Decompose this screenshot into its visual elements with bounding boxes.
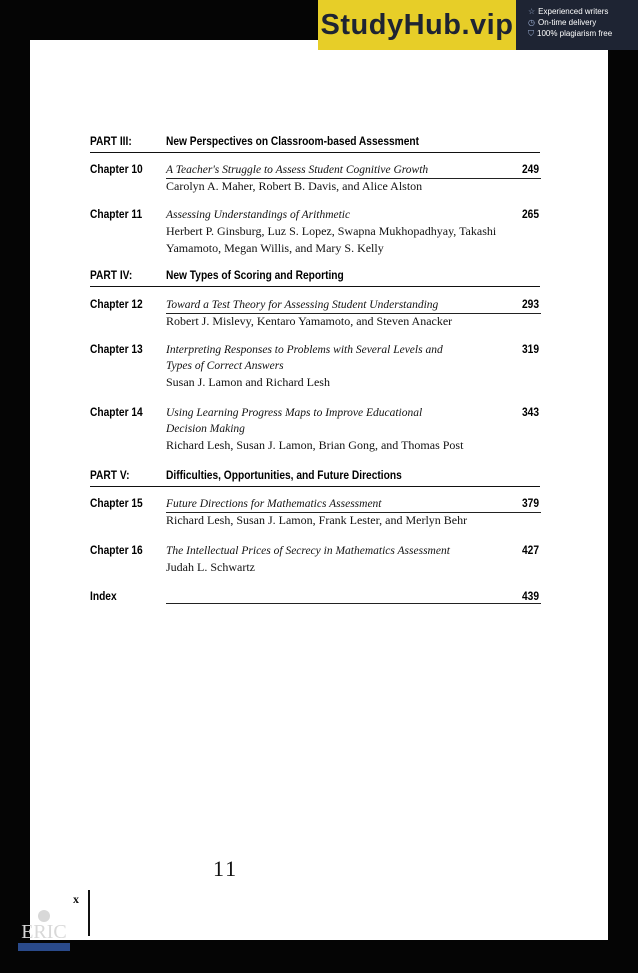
page-number: 427 — [521, 543, 539, 557]
page-number-footer: 11 — [213, 856, 239, 881]
title-rule — [166, 178, 541, 179]
part-title: New Types of Scoring and Reporting — [166, 268, 344, 282]
part-heading — [90, 268, 540, 287]
chapter-title: Assessing Understandings of Arithmetic — [166, 209, 351, 221]
star-icon: ☆ — [528, 7, 536, 16]
title-rule — [166, 313, 541, 314]
eric-logo — [18, 910, 70, 954]
page-number: 249 — [521, 162, 539, 176]
shield-icon: ⛉ — [528, 29, 534, 38]
chapter-label: Chapter 11 — [90, 207, 143, 221]
perk-item: ◷ On-time delivery — [528, 18, 597, 27]
chapter-label: Chapter 12 — [90, 297, 143, 311]
part-label: PART IV: — [90, 268, 133, 282]
chapter-authors: Herbert P. Ginsburg, Luz S. Lopez, Swapna Mukhopadhyay, Takashi Yamamoto, Megan Willis, and Mary S. Kelly — [166, 224, 497, 255]
chapter-label: Chapter 13 — [90, 342, 143, 356]
chapter-label: Chapter 15 — [90, 496, 143, 510]
chapter-label: Chapter 16 — [90, 543, 143, 557]
clock-icon: ◷ — [528, 18, 535, 27]
eric-tagline-bar — [18, 943, 70, 951]
chapter-title: Toward a Test Theory for Assessing Student Understanding — [166, 299, 439, 311]
chapter-authors: Richard Lesh, Susan J. Lamon, Frank Lester, and Merlyn Behr — [166, 513, 468, 527]
page-number: 265 — [521, 207, 539, 221]
page-number: 439 — [521, 589, 539, 603]
page-number: 319 — [521, 342, 539, 356]
chapter-title: Using Learning Progress Maps to Improve Educational Decision Making — [166, 407, 423, 435]
perk-item: ☆ Experienced writers — [528, 7, 609, 16]
eric-logo-text: ERIC — [21, 921, 67, 943]
perk-list — [516, 0, 638, 50]
chapter-authors: Robert J. Mislevy, Kentaro Yamamoto, and Steven Anacker — [166, 314, 453, 328]
page-number: 293 — [521, 297, 539, 311]
chapter-title: A Teacher's Struggle to Assess Student Cognitive Growth — [166, 164, 429, 176]
page-number: 379 — [521, 496, 539, 510]
index-label: Index — [90, 589, 117, 603]
margin-bar — [88, 890, 90, 936]
chapter-authors: Carolyn A. Maher, Robert B. Davis, and Alice Alston — [166, 179, 423, 193]
title-rule — [166, 512, 541, 513]
chapter-title: The Intellectual Prices of Secrecy in Mathematics Assessment — [166, 545, 450, 557]
perk-item: ⛉ 100% plagiarism free — [528, 29, 613, 38]
part-title: New Perspectives on Classroom-based Assessment — [166, 134, 420, 148]
part-label: PART V: — [90, 468, 130, 482]
part-title: Difficulties, Opportunities, and Future Directions — [166, 468, 402, 482]
page-number: 343 — [521, 405, 539, 419]
part-heading — [90, 468, 540, 487]
chapter-authors: Richard Lesh, Susan J. Lamon, Brian Gong, and Thomas Post — [166, 438, 464, 452]
roman-page-number: x — [73, 892, 79, 906]
chapter-title: Interpreting Responses to Problems with Several Levels and Types of Correct Answers — [166, 344, 443, 372]
chapter-title: Future Directions for Mathematics Assessment — [166, 498, 382, 510]
brand-logo[interactable]: StudyHub.vip — [318, 0, 516, 50]
title-rule — [166, 603, 541, 604]
promo-banner[interactable] — [318, 0, 638, 50]
chapter-authors: Susan J. Lamon and Richard Lesh — [166, 375, 330, 389]
chapter-label: Chapter 10 — [90, 162, 143, 176]
part-heading — [90, 134, 540, 153]
chapter-authors: Judah L. Schwartz — [166, 560, 255, 574]
chapter-label: Chapter 14 — [90, 405, 143, 419]
part-label: PART III: — [90, 134, 132, 148]
